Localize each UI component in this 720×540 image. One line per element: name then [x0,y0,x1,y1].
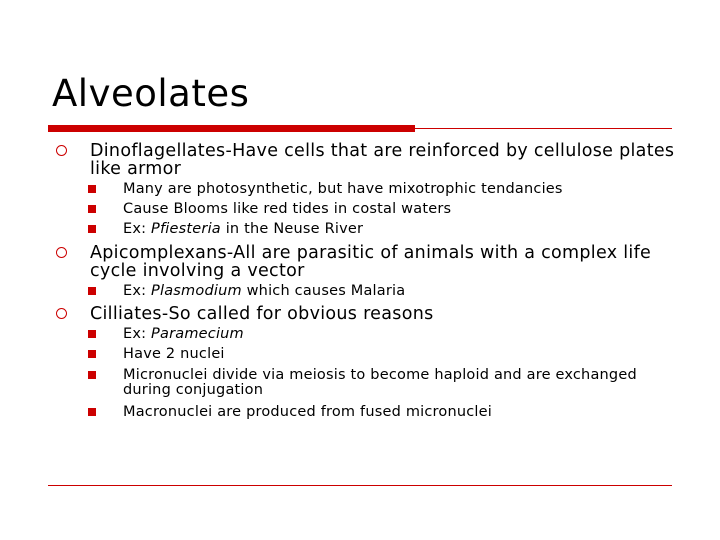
sub-bullet-two-nuclei [123,347,673,362]
sub-bullet-text: Micronuclei divide via meiosis to become haploid and are exchanged during conjugation [123,367,637,398]
title-underline [48,125,672,132]
sub-bullet-paramecium [123,327,673,342]
sub-bullet-prefix: Ex: [123,283,152,299]
sub-bullet-text: Macronuclei are produced from fused micronuclei [123,404,493,420]
sub-bullet-prefix: Ex: [123,221,152,237]
square-bullet-icon [88,205,96,213]
sub-bullet-macronuclei [123,405,673,420]
sub-bullet-plasmodium [123,284,673,299]
bullet-apicomplexans [90,244,680,280]
sub-bullet-text: Cause Blooms like red tides in costal waters [123,201,452,217]
hollow-circle-bullet-icon [56,145,67,156]
sub-bullet-micronuclei [123,368,673,398]
sub-bullet-text: Many are photosynthetic, but have mixotrophic tendancies [123,181,563,197]
bullet-text: Cilliates-So called for obvious reasons [90,304,434,324]
sub-bullet-photosynthetic [123,182,673,197]
bullet-text: Apicomplexans-All are parasitic of animals with a complex life cycle involving a vector [90,243,652,281]
hollow-circle-bullet-icon [56,308,67,319]
square-bullet-icon [88,371,96,379]
bullet-cilliates [90,305,680,323]
square-bullet-icon [88,408,96,416]
square-bullet-icon [88,287,96,295]
bullet-dinoflagellates [90,142,680,178]
title-underline-thick [48,125,415,132]
sub-bullet-prefix: Ex: [123,326,152,342]
hollow-circle-bullet-icon [56,247,67,258]
footer-divider [48,485,672,486]
square-bullet-icon [88,185,96,193]
square-bullet-icon [88,350,96,358]
sub-bullet-pfiesteria [123,222,673,237]
square-bullet-icon [88,330,96,338]
sub-bullet-suffix: which causes Malaria [241,283,406,299]
species-name: Plasmodium [151,283,242,299]
square-bullet-icon [88,225,96,233]
sub-bullet-blooms [123,202,673,217]
species-name: Paramecium [151,326,244,342]
species-name: Pfiesteria [151,221,221,237]
sub-bullet-suffix: in the Neuse River [220,221,364,237]
sub-bullet-text: Have 2 nuclei [123,346,225,362]
bullet-text: Dinoflagellates-Have cells that are reinforced by cellulose plates like armor [90,141,675,179]
slide-title: Alveolates [52,72,250,115]
